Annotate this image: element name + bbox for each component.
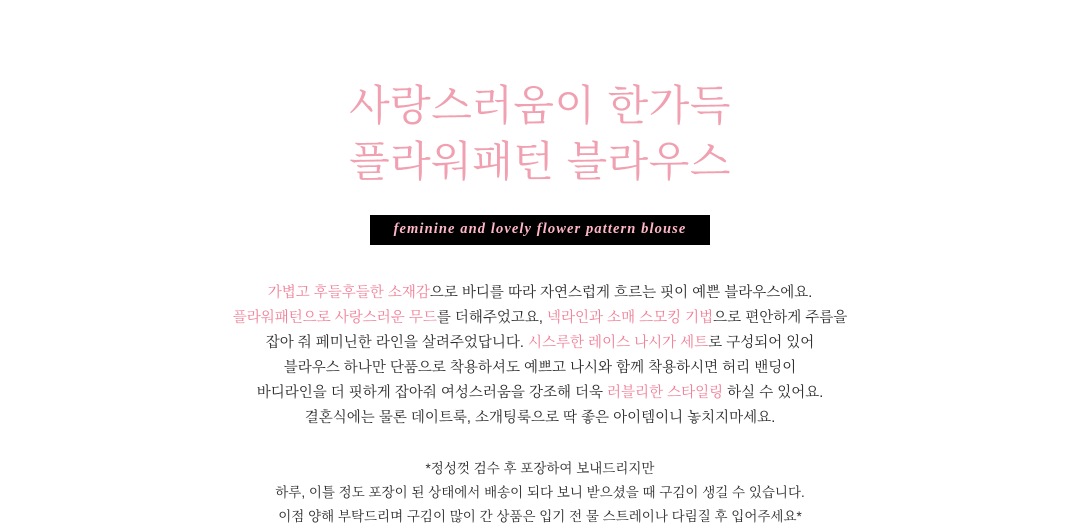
description-line-5-highlight: 러블리한 스타일링 [607, 384, 724, 401]
description-line-1-rest: 으로 바디를 따라 자연스럽게 흐르는 핏이 예쁜 블라우스에요. [429, 284, 813, 301]
description-line-2-highlight-b: 넥라인과 소매 스모킹 기법 [547, 309, 714, 326]
description-line-1 [0, 281, 1080, 306]
description-line-5-start: 바디라인을 더 핏하게 잡아줘 여성스러움을 강조해 더욱 [256, 384, 608, 401]
description-line-2-highlight-a: 플라워패턴으로 사랑스러운 무드 [232, 309, 437, 326]
description-line-3-start: 잡아 줘 페미닌한 라인을 살려주었답니다. [265, 334, 528, 351]
page-title [0, 0, 1080, 191]
description-line-6: 결혼식에는 물론 데이트룩, 소개팅룩으로 딱 좋은 아이템이니 놓치지마세요. [304, 409, 776, 426]
page-title-line-1: 사랑스러움이 한가득 [349, 82, 731, 129]
shipping-note-line-1: *정성껏 검수 후 포장하여 보내드리지만 [425, 460, 655, 476]
description-line-3-rest: 로 구성되어 있어 [708, 334, 815, 351]
description-line-5-rest: 하실 수 있어요. [723, 384, 824, 401]
tagline-container [0, 215, 1080, 245]
description-line-3 [0, 331, 1080, 356]
description-line-1-highlight: 가볍고 후들후들한 소재감 [267, 284, 430, 301]
tagline-badge: feminine and lovely flower pattern blouse [370, 215, 711, 245]
description-line-2-rest: 으로 편안하게 주름을 [713, 309, 848, 326]
description-line-5 [0, 381, 1080, 406]
description-line-2 [0, 306, 1080, 331]
shipping-note-line-2: 하루, 이틀 정도 포장이 된 상태에서 배송이 되다 보니 받으셨을 때 구김이 생길 수 있습니다. [275, 484, 805, 500]
shipping-note-line-3: 이점 양해 부탁드리며 구김이 많이 간 상품은 입기 전 물 스트레이나 다림질 후 입어주세요* [278, 508, 802, 524]
description-line-3-highlight: 시스루한 레이스 나시가 세트 [528, 334, 709, 351]
description-line-2-mid: 를 더해주었고요, [436, 309, 547, 326]
shipping-note [0, 457, 1080, 529]
description-line-4: 블라우스 하나만 단품으로 착용하셔도 예쁘고 나시와 함께 착용하시면 허리 밴딩이 [283, 359, 797, 376]
page-title-line-2: 플라워패턴 블라우스 [349, 138, 731, 186]
description-text [0, 281, 1080, 431]
